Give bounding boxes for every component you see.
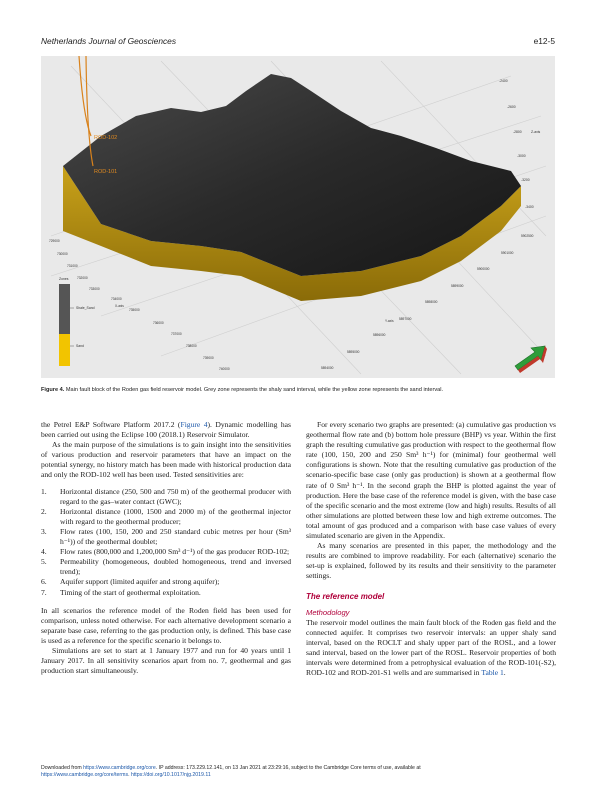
- legend-swatch-shale-sand: [59, 284, 70, 334]
- well-label-rod-102: ROD-102: [94, 135, 118, 141]
- legend-label: Sand: [76, 344, 84, 348]
- well-label-rod-101: ROD-101: [94, 169, 118, 175]
- list-item: 6. Aquifer support (limited aquifer and strong aquifer);: [41, 577, 220, 587]
- x-tick: 734000: [111, 297, 122, 301]
- x-tick: 740000: [219, 367, 230, 371]
- x-axis-label: X-axis: [115, 304, 124, 308]
- depth-label: -2400: [499, 79, 508, 83]
- depth-label: -3200: [521, 178, 530, 182]
- left-column: [41, 420, 291, 676]
- x-tick: 731000: [67, 264, 78, 268]
- figure-caption: [41, 387, 555, 393]
- reservoir-model-render: [41, 56, 555, 378]
- page-number: e12-5: [533, 36, 555, 46]
- figure-caption-label: Figure 4.: [41, 387, 65, 393]
- figure-4-link[interactable]: Figure 4: [180, 420, 208, 429]
- x-tick: 738000: [186, 344, 197, 348]
- paragraph: the Petrel E&P Software Platform 2017.2 (Figure 4). Dynamic modelling has been carried out using the Eclipse 100 (2018.1) Reservoir Simulator.: [41, 420, 292, 440]
- x-tick: 730000: [57, 252, 68, 256]
- y-tick: 5894000: [321, 366, 334, 370]
- paragraph: Simulations are set to start at 1 January 1977 and run for 40 years until 1 January 2017. In all sensitivity scenarios apart from no. 7, geothermal and gas production start simultaneously.: [41, 645, 291, 676]
- list-item: 4. Flow rates (800,000 and 1,200,000 Sm³ d⁻¹) of the gas producer ROD-102;: [41, 547, 290, 557]
- paragraph: The reservoir model outlines the main fault block of the Roden gas field and the connected aquifer. It comprises two reservoir intervals: an upper shaly sand interval, based on the ROCLT and shaly upper part of the ROSL, and a lower sand interval, based on the lower part of the ROSL. Reservoir properties of both intervals were determined from a petrophysical evaluation of the ROD-101(-S2), ROD-102 and ROD-201-S1 wells and are summarised in Table 1.: [306, 617, 556, 678]
- paragraph: As many scenarios are presented in this paper, the methodology and the results are combined to improve readability. For each (alternative) scenario the set-up is explained, followed by its results and their sensitivity to the parameter settings.: [306, 541, 556, 581]
- terms-link[interactable]: https://www.cambridge.org/core/terms: [41, 772, 129, 778]
- sensitivity-list: [41, 487, 291, 598]
- x-tick: 737000: [171, 332, 182, 336]
- paragraph: For every scenario two graphs are presented: (a) cumulative gas production vs geothermal flow rate and (b) bottom hole pressure (BHP) vs year. Within the first graph the resulting cumulative gas production with respect to the geothermal flow rate (100, 150, 200 and 250 Sm³ h⁻¹) for (minimal) four geothermal well configurations is shown. Note that the resulting cumulative gas production of the scenario-specific base case (only gas production) is shown at a geothermal flow rate of 0 Sm³ h⁻¹. In the second graph the BHP is plotted against the year of production. Here the base case of the reference model is given, with the base case of the specific scenario and the most extreme (low and high) results. Results of all other simulations are plotted between these low and high extreme outcomes. The total amount of gas produced and a comparison with base case values of every simulated scenario are given in the Appendix.: [306, 420, 556, 541]
- x-tick: 732000: [77, 276, 88, 280]
- x-tick: 739000: [203, 356, 214, 360]
- list-item: 3. Flow rates (100, 150, 200 and 250 standard cubic metres per hour (Sm³ h⁻¹)) of the geothermal doublet;: [41, 526, 291, 547]
- y-tick: 5900000: [477, 267, 490, 271]
- y-tick: 5895000: [347, 350, 360, 354]
- figure-caption-text: Main fault block of the Roden gas field reservoir model. Grey zone represents the shaly sand interval, while the yellow zone represents the sand interval.: [65, 387, 444, 393]
- paragraph: In all scenarios the reference model of the Roden field has been used for comparison, unless noted otherwise. For each alternative development scenario a separate base case, referring to the gas production only, is defined. This base case is used as a reference for the specific scenario it belongs to.: [41, 605, 291, 645]
- y-tick: 5896000: [373, 333, 386, 337]
- legend-label: Shale_Sand: [76, 306, 95, 310]
- cambridge-core-link[interactable]: https://www.cambridge.org/core: [83, 765, 156, 771]
- list-item: 1. Horizontal distance (250, 500 and 750 m) of the geothermal producer with regard to the gas–water contact (GWC);: [41, 486, 291, 506]
- doi-link[interactable]: https://doi.org/10.1017/njg.2019.11: [130, 772, 211, 778]
- depth-label: -2600: [507, 105, 516, 109]
- depth-label: -3400: [525, 205, 534, 209]
- list-item: 5. Permeability (homogeneous, doubled homogeneous, trend and inversed trend);: [41, 557, 291, 577]
- y-tick: 5898000: [425, 300, 438, 304]
- x-tick: 735000: [129, 308, 140, 312]
- list-item: 7. Timing of the start of geothermal exploitation.: [41, 587, 201, 597]
- journal-title: Netherlands Journal of Geosciences: [41, 36, 177, 46]
- subsection-heading: Methodology: [306, 607, 350, 617]
- z-axis-label: Z-axis: [531, 130, 541, 134]
- download-footer: Downloaded from https://www.cambridge.org/core. IP address: 173.229.12.141, on 13 Jan 2021 at 23:29:16, subject to the Cambridge Core terms of use, available at https://www.cambridge.org/core/terms. https://doi.org/10.1017/njg.2019.11: [41, 765, 421, 778]
- depth-label: -3000: [517, 154, 526, 158]
- list-item: 2. Horizontal distance (1000, 1500 and 2000 m) of the geothermal injector with regard to the geothermal producer;: [41, 506, 291, 526]
- x-tick: 736000: [153, 321, 164, 325]
- y-tick: 5897000: [399, 317, 412, 321]
- paragraph: As the main purpose of the simulations is to gain insight into the sensitivities of various production and reservoir parameters that have an impact on the potential synergy, no history match has been made with historical production data and only the ROD-102 well has been used. Tested sensitivities are:: [41, 440, 291, 480]
- y-tick: 5902500: [521, 234, 534, 238]
- legend-title: Zones: [59, 277, 69, 281]
- x-tick: 733000: [89, 287, 100, 291]
- y-tick: 5899000: [451, 284, 464, 288]
- x-tick: 729000: [49, 239, 60, 243]
- y-axis-label: Y-axis: [385, 319, 394, 323]
- y-tick: 5901000: [501, 251, 514, 255]
- depth-label: -2800: [513, 130, 522, 134]
- section-heading: The reference model: [306, 591, 385, 601]
- reservoir-model-figure: [41, 56, 555, 378]
- table-1-link[interactable]: Table 1: [481, 668, 504, 678]
- right-column: [306, 420, 556, 678]
- legend-swatch-sand: [59, 334, 70, 366]
